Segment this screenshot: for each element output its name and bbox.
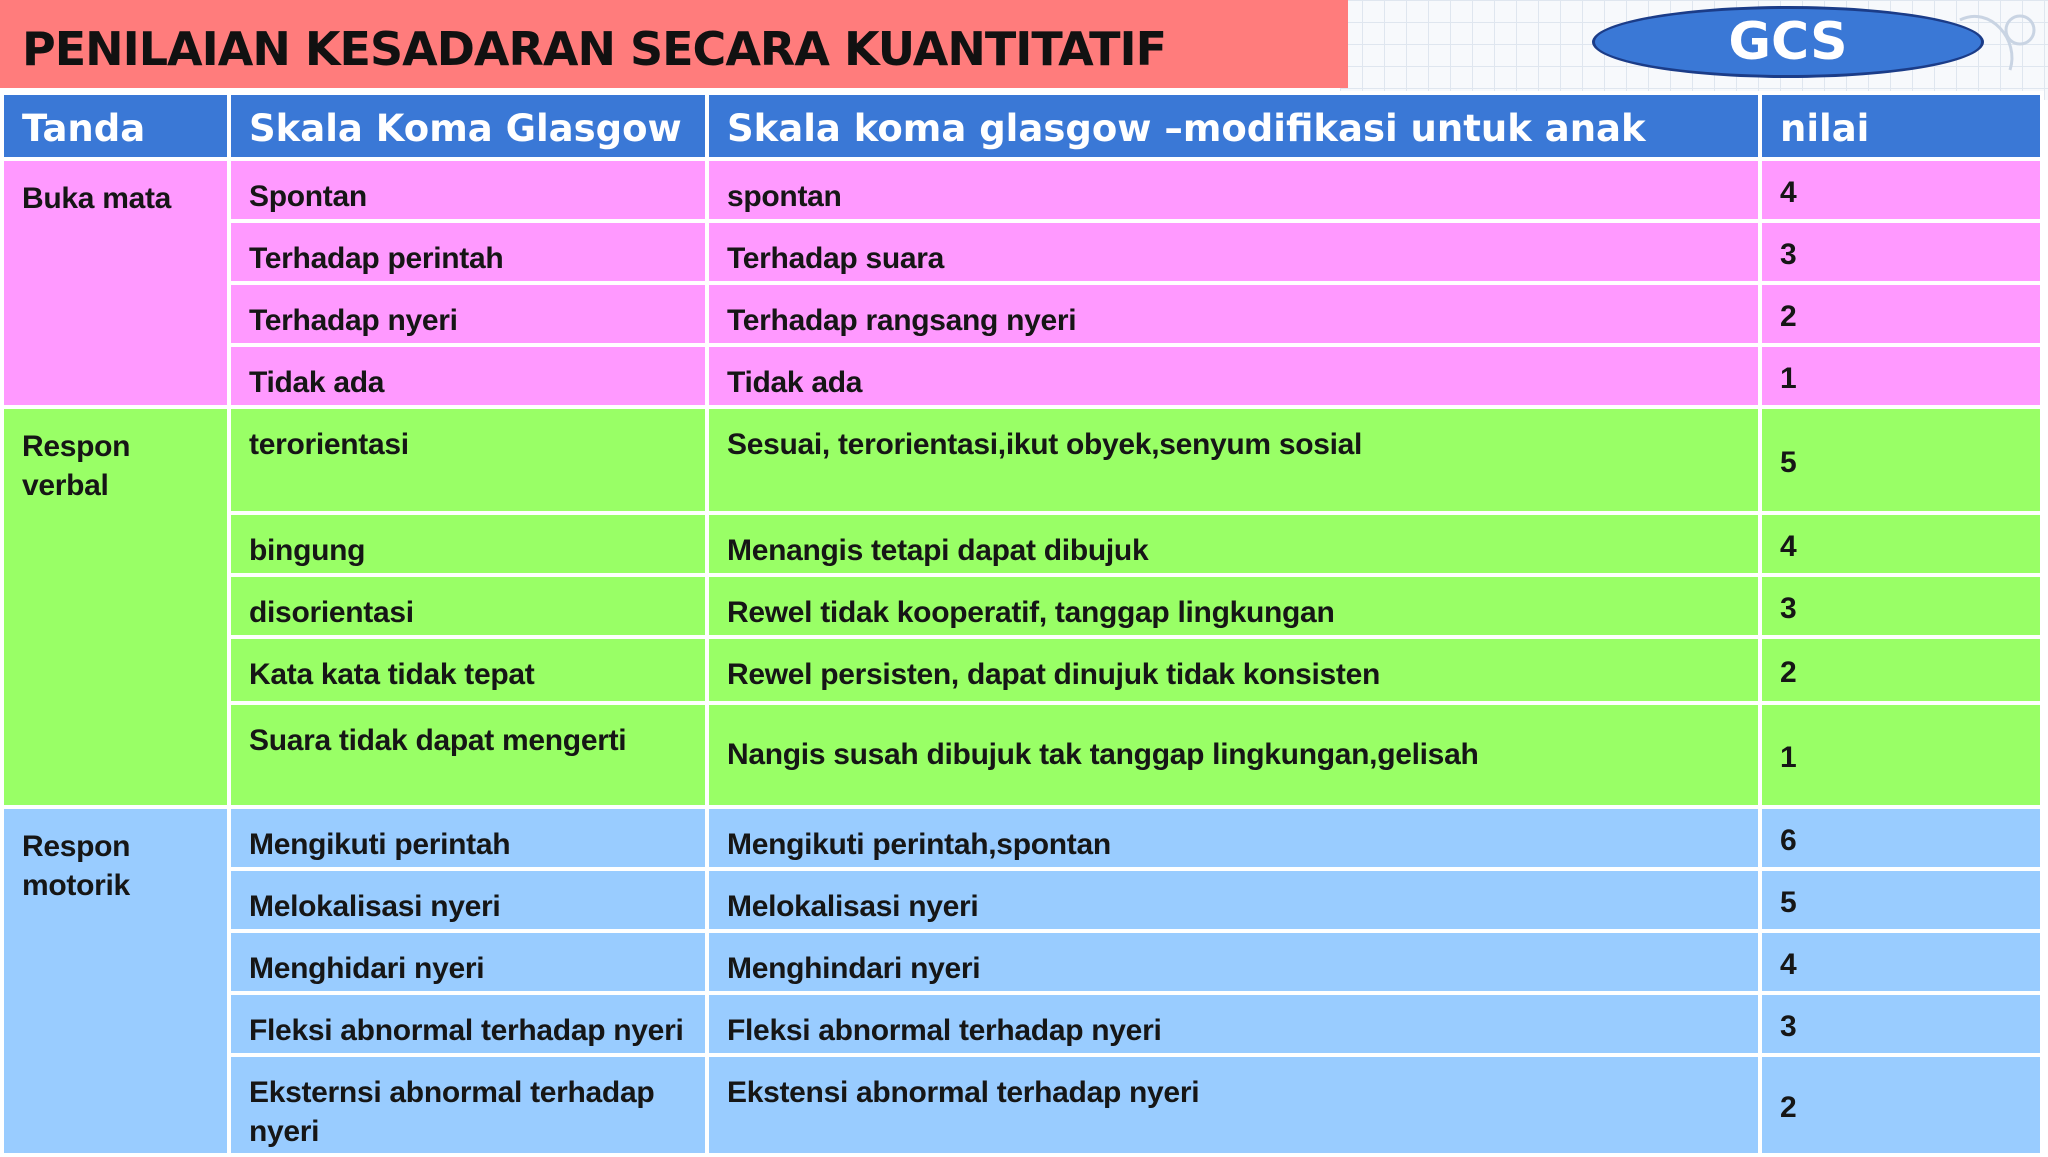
table-row — [2, 931, 2042, 993]
child-scale-cell: Melokalisasi nyeri — [707, 869, 1760, 931]
table-row — [2, 221, 2042, 283]
header-skala-koma-glasgow: Skala Koma Glasgow — [229, 93, 707, 159]
child-scale-cell: Rewel persisten, dapat dinujuk tidak konsisten — [707, 637, 1760, 703]
child-scale-cell: Mengikuti perintah,spontan — [707, 807, 1760, 869]
adult-scale-cell: Kata kata tidak tepat — [229, 637, 707, 703]
table-row — [2, 869, 2042, 931]
adult-scale-cell: Melokalisasi nyeri — [229, 869, 707, 931]
score-cell: 2 — [1760, 637, 2042, 703]
adult-scale-cell: disorientasi — [229, 575, 707, 637]
adult-scale-cell: Menghidari nyeri — [229, 931, 707, 993]
child-scale-cell: Ekstensi abnormal terhadap nyeri — [707, 1055, 1760, 1155]
gcs-badge — [1592, 6, 1984, 78]
adult-scale-cell: bingung — [229, 513, 707, 575]
adult-scale-cell: Terhadap nyeri — [229, 283, 707, 345]
child-scale-cell: Terhadap rangsang nyeri — [707, 283, 1760, 345]
gcs-table — [0, 91, 2044, 1157]
table-header-row — [2, 93, 2042, 159]
section-label-respon-verbal: Respon verbal — [2, 407, 229, 807]
adult-scale-cell: Mengikuti perintah — [229, 807, 707, 869]
score-cell: 2 — [1760, 283, 2042, 345]
table-row — [2, 637, 2042, 703]
score-cell: 4 — [1760, 159, 2042, 221]
score-cell: 4 — [1760, 513, 2042, 575]
adult-scale-cell: Terhadap perintah — [229, 221, 707, 283]
adult-scale-cell: Eksternsi abnormal terhadap nyeri — [229, 1055, 707, 1155]
header-skala-modifikasi-anak: Skala koma glasgow –modifikasi untuk anak — [707, 93, 1760, 159]
table-row — [2, 513, 2042, 575]
score-cell: 3 — [1760, 993, 2042, 1055]
adult-scale-cell: Fleksi abnormal terhadap nyeri — [229, 993, 707, 1055]
adult-scale-cell: Tidak ada — [229, 345, 707, 407]
table-row — [2, 993, 2042, 1055]
score-cell: 2 — [1760, 1055, 2042, 1155]
child-scale-cell: Menghindari nyeri — [707, 931, 1760, 993]
child-scale-cell: Menangis tetapi dapat dibujuk — [707, 513, 1760, 575]
score-cell: 3 — [1760, 221, 2042, 283]
score-cell: 6 — [1760, 807, 2042, 869]
score-cell: 1 — [1760, 345, 2042, 407]
header-tanda: Tanda — [2, 93, 229, 159]
child-scale-cell: Fleksi abnormal terhadap nyeri — [707, 993, 1760, 1055]
child-scale-cell: spontan — [707, 159, 1760, 221]
score-cell: 5 — [1760, 869, 2042, 931]
child-scale-cell: Tidak ada — [707, 345, 1760, 407]
child-scale-cell: Rewel tidak kooperatif, tanggap lingkungan — [707, 575, 1760, 637]
score-cell: 3 — [1760, 575, 2042, 637]
adult-scale-cell: Suara tidak dapat mengerti — [229, 703, 707, 807]
table-row — [2, 283, 2042, 345]
table-row — [2, 1055, 2042, 1155]
header-nilai: nilai — [1760, 93, 2042, 159]
child-scale-cell: Nangis susah dibujuk tak tanggap lingkungan,gelisah — [707, 703, 1760, 807]
adult-scale-cell: terorientasi — [229, 407, 707, 513]
child-scale-cell: Terhadap suara — [707, 221, 1760, 283]
table-row — [2, 575, 2042, 637]
title-bar — [0, 0, 1348, 88]
table-row — [2, 345, 2042, 407]
page-title: PENILAIAN KESADARAN SECARA KUANTITATIF — [22, 22, 1167, 76]
adult-scale-cell: Spontan — [229, 159, 707, 221]
score-cell: 5 — [1760, 407, 2042, 513]
table-row — [2, 407, 2042, 513]
gcs-badge-label: GCS — [1728, 12, 1848, 72]
table-row — [2, 159, 2042, 221]
score-cell: 4 — [1760, 931, 2042, 993]
child-scale-cell: Sesuai, terorientasi,ikut obyek,senyum sosial — [707, 407, 1760, 513]
score-cell: 1 — [1760, 703, 2042, 807]
table-row — [2, 703, 2042, 807]
section-label-respon-motorik: Respon motorik — [2, 807, 229, 1155]
section-label-buka-mata: Buka mata — [2, 159, 229, 407]
table-row — [2, 807, 2042, 869]
